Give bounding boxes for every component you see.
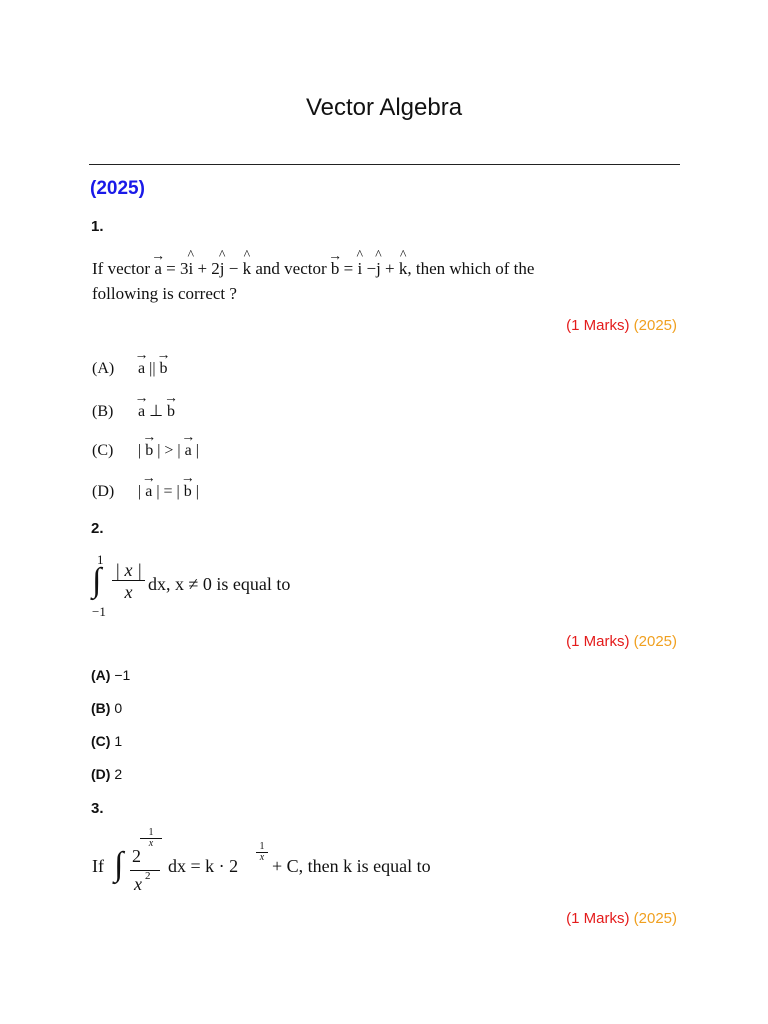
- vector-b: → b: [160, 360, 168, 378]
- q1-text-part: +: [385, 259, 395, 278]
- unit-k: ^ k: [399, 256, 408, 282]
- exponent-numerator: 1: [259, 841, 265, 852]
- vector-a: → a: [185, 442, 192, 460]
- integral-upper-limit: 1: [97, 552, 104, 567]
- integral-sign: ∫: [114, 846, 124, 883]
- vector-b: → b: [145, 442, 153, 460]
- q2-option-c: [91, 733, 122, 749]
- fraction-numerator: | x |: [112, 560, 145, 581]
- q1-text-part: −: [366, 259, 377, 278]
- question-3-tail: + C, then k is equal to: [272, 856, 431, 876]
- option-symbol: ||: [149, 360, 156, 377]
- q1-option-c: [92, 442, 199, 460]
- question-3-number: 3.: [91, 800, 104, 817]
- question-3-if: If: [92, 856, 104, 876]
- exponent-denominator: x: [256, 852, 268, 863]
- option-symbol: |: [195, 442, 199, 459]
- option-symbol: | = |: [156, 483, 180, 500]
- vector-a: → a: [138, 360, 145, 378]
- vector-b: → b: [331, 256, 340, 282]
- option-label: (B): [91, 700, 111, 716]
- vector-a: → a: [145, 483, 152, 501]
- unit-i: ^ i: [188, 256, 193, 282]
- option-label: (C): [91, 733, 111, 749]
- option-label: (B): [92, 403, 114, 420]
- integral-sign: ∫: [92, 562, 102, 599]
- question-3-marks: [566, 910, 677, 927]
- q2-option-d: [91, 766, 122, 782]
- q1-option-a: [92, 360, 168, 378]
- marks-label: (1 Marks): [566, 910, 630, 927]
- integrand-fraction: [112, 560, 145, 603]
- marks-label: (1 Marks): [566, 317, 630, 334]
- option-symbol: |: [195, 483, 199, 500]
- option-label: (D): [91, 766, 111, 782]
- option-label: (A): [92, 360, 115, 377]
- question-3-integral: [92, 826, 492, 902]
- q1-text-part: , then which of the: [407, 259, 535, 278]
- q2-option-b: [91, 700, 122, 716]
- q1-text-part: + 2: [197, 259, 220, 278]
- option-value: 2: [114, 766, 123, 782]
- q1-option-b: [92, 401, 175, 421]
- q1-option-d: [92, 483, 199, 501]
- question-2-number: 2.: [91, 520, 104, 537]
- title-divider: [89, 164, 680, 165]
- question-1-text: [92, 256, 534, 282]
- page-title: Vector Algebra: [305, 94, 463, 121]
- unit-j: ^ j: [376, 256, 381, 282]
- marks-year: (2025): [633, 633, 677, 650]
- unit-i: ^ i: [357, 256, 362, 282]
- question-2-tail: dx, x ≠ 0 is equal to: [148, 574, 291, 594]
- denominator-power: 2: [145, 870, 151, 882]
- vector-b: → b: [184, 483, 192, 501]
- fraction-denominator: x: [134, 874, 142, 894]
- option-label: (A): [91, 667, 111, 683]
- vector-a: → a: [154, 256, 162, 282]
- question-2-marks: [566, 633, 677, 650]
- exponent-fraction: [140, 828, 162, 849]
- option-symbol: | > |: [157, 442, 181, 459]
- option-label: (D): [92, 483, 115, 500]
- option-symbol: ⊥: [149, 403, 164, 420]
- option-value: 1: [114, 733, 123, 749]
- q2-option-a: [91, 667, 130, 683]
- q1-text-part: −: [228, 259, 239, 278]
- marks-year: (2025): [633, 317, 677, 334]
- marks-year: (2025): [633, 910, 677, 927]
- vector-a: → a: [138, 403, 145, 421]
- integrand-base: 2: [132, 846, 141, 866]
- exponent-fraction: [256, 842, 268, 863]
- q1-text-part: =: [343, 259, 354, 278]
- question-1-text-line2: following is correct ?: [92, 284, 237, 303]
- question-3-mid: dx = k · 2: [168, 856, 239, 876]
- question-1-number: 1.: [91, 218, 104, 235]
- option-label: (C): [92, 442, 114, 459]
- integral-lower-limit: −1: [92, 604, 106, 619]
- fraction-denominator: x: [124, 582, 133, 602]
- q1-text-part: If vector: [92, 259, 151, 278]
- unit-k: ^ k: [243, 256, 252, 282]
- q1-text-part: and vector: [255, 259, 327, 278]
- marks-label: (1 Marks): [566, 633, 630, 650]
- vector-b: → b: [167, 403, 175, 421]
- section-year: (2025): [90, 178, 145, 199]
- exponent-numerator: 1: [148, 827, 154, 838]
- option-symbol: |: [138, 483, 142, 500]
- question-2-integral: [92, 552, 352, 622]
- q1-text-part: = 3: [166, 259, 189, 278]
- question-1-marks: [566, 317, 677, 334]
- option-value: −1: [114, 667, 131, 683]
- option-symbol: |: [138, 442, 142, 459]
- exponent-denominator: x: [140, 838, 162, 849]
- option-value: 0: [114, 700, 123, 716]
- unit-j: ^ j: [220, 256, 225, 282]
